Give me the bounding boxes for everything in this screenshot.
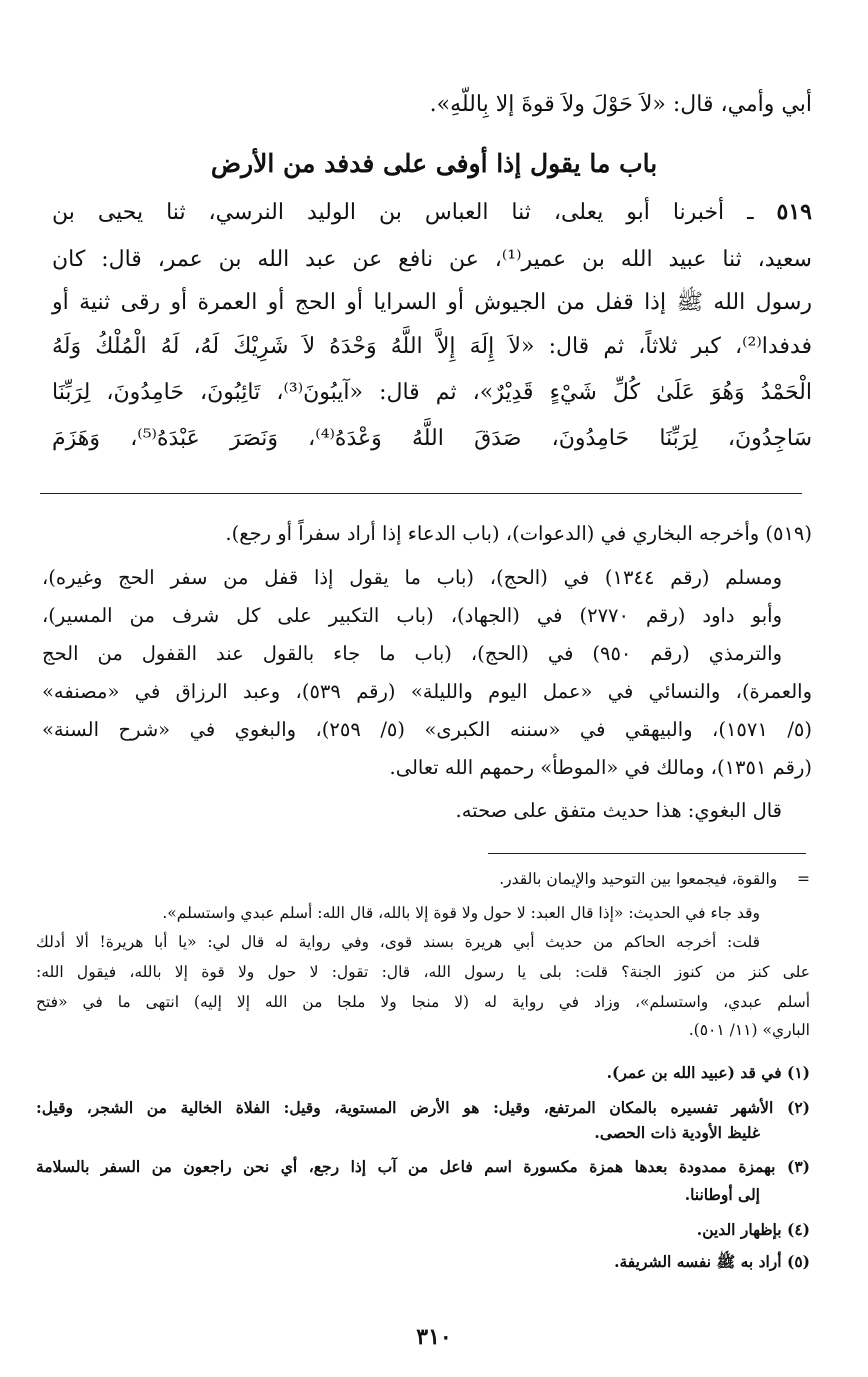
- footnote-3-line-1: (٣) بهمزة ممدودة بعدها همزة مكسورة اسم فاعل من آب إذا رجع، أي نحن راجعون من السفر بالسلامة: [36, 1157, 810, 1176]
- takhrij-line-6: (٥/ ١٥٧١)، والبيهقي في «سننه الكبرى» (٥/ ٢٥٩)، والبغوي في «شرح السنة»: [42, 718, 812, 741]
- hadith-line-1-text: ـ أخبرنا أبو يعلى، ثنا العباس بن الوليد النرسي، ثنا يحيى بن: [52, 200, 754, 225]
- previous-text-ending: أبي وأمي، قال: «لاَ حَوْلَ ولاَ قوةَ إلا بِاللّهِ».: [429, 92, 812, 117]
- chapter-heading: باب ما يقول إذا أوفى على فدفد من الأرض: [210, 149, 658, 178]
- footnote-continuation-line-1: [36, 868, 810, 890]
- takhrij-line-1: (٥١٩) وأخرجه البخاري في (الدعوات)، (باب الدعاء إذا أراد سفراً أو رجع).: [225, 522, 812, 545]
- hadith-line-6: سَاجِدُونَ، لِرَبِّنَا حَامِدُونَ، صَدَقَ اللَّهُ وَعْدَهُ⁽⁴⁾، وَنَصَرَ عَبْدَهُ⁽⁵⁾، وَهَزَمَ: [52, 426, 813, 451]
- footnote-2-line-1: (٢) الأشهر تفسيره بالمكان المرتفع، وقيل: هو الأرض المستوية، وقيل: الفلاة الخالية من الشجر، وقيل:: [36, 1098, 810, 1117]
- footnote-continuation-line-3: قلت: أخرجه الحاكم من حديث أبي هريرة بسند قوى، وفي رواية له قال لي: «يا أبا هريرة! ألا أدلك: [36, 933, 760, 951]
- footnote-2-line-2: غليظ الأودية ذات الحصى.: [594, 1123, 760, 1142]
- continuation-mark: =: [797, 870, 810, 888]
- footnote-continuation-line-4: على كنز من كنوز الجنة؟ قلت: بلى يا رسول الله، قال: تقول: لا حول ولا قوة إلا بالله، فيقول الله:: [36, 963, 810, 981]
- page-number: ٣١٠: [416, 1324, 452, 1350]
- takhrij-line-2: ومسلم (رقم ١٣٤٤) في (الحج)، (باب ما يقول إذا قفل من سفر الحج وغيره)،: [42, 566, 782, 589]
- footnote-continuation-line-6: الباري» (١١/ ٥٠١).: [688, 1021, 810, 1039]
- footnote-continuation-line-5: أسلم عبدي، واستسلم»، وزاد في رواية له (لا منجا ولا ملجا من الله إلا إليه) انتهى ما في «فتح: [36, 993, 810, 1011]
- footnote-1: (١) في قد (عبيد الله بن عمر).: [606, 1063, 810, 1082]
- footnote-separator-line: [488, 853, 806, 854]
- continuation-line-1-text: والقوة، فيجمعوا بين التوحيد والإيمان بالقدر.: [499, 870, 778, 888]
- text-separator-line: [40, 493, 802, 494]
- hadith-number: ٥١٩: [776, 199, 812, 225]
- footnote-continuation-line-2: وقد جاء في الحديث: «إذا قال العبد: لا حول ولا قوة إلا بالله، قال الله: أسلم عبدي واستسلم».: [162, 904, 760, 922]
- footnote-5: (٥) أراد به ﷺ نفسه الشريفة.: [614, 1252, 810, 1271]
- hadith-line-2: سعيد، ثنا عبيد الله بن عمير⁽¹⁾، عن نافع عن عبد الله بن عمر، قال: كان: [52, 247, 812, 272]
- takhrij-line-8: قال البغوي: هذا حديث متفق على صحته.: [455, 799, 782, 822]
- takhrij-line-4: والترمذي (رقم ٩٥٠) في (الحج)، (باب ما جاء بالقول عند القفول من الحج: [42, 642, 783, 665]
- takhrij-line-3: وأبو داود (رقم ٢٧٧٠) في (الجهاد)، (باب التكبير على كل شرف من المسير)،: [42, 604, 782, 627]
- hadith-line-5: الْحَمْدُ وَهُوَ عَلَىٰ كُلِّ شَيْءٍ قَدِيْرٌ»، ثم قال: «آيبُونَ⁽³⁾، تَائِبُونَ، حَامِدُونَ، لِرَبِّنَا: [52, 380, 813, 405]
- footnote-4: (٤) بإظهار الدين.: [696, 1220, 810, 1239]
- hadith-line-3: رسول الله ﷺ إذا قفل من الجيوش أو السرايا أو الحج أو العمرة أو رقى ثنية أو: [52, 290, 812, 315]
- takhrij-line-7: (رقم ١٣٥١)، ومالك في «الموطأ» رحمهم الله تعالى.: [389, 756, 812, 779]
- hadith-line-4: فدفدا⁽²⁾، كبر ثلاثاً، ثم قال: «لاَ إِلَهَ إِلاَّ اللَّهُ وَحْدَهُ لاَ شَرِيْكَ لَهُ، لَهُ الْمُلْكُ وَلَهُ: [52, 334, 812, 359]
- takhrij-line-5: والعمرة)، والنسائي في «عمل اليوم والليلة» (رقم ٥٣٩)، وعبد الرزاق في «مصنفه»: [42, 680, 812, 703]
- footnote-3-line-2: إلى أوطاننا.: [684, 1185, 760, 1204]
- hadith-line-1: [52, 197, 812, 228]
